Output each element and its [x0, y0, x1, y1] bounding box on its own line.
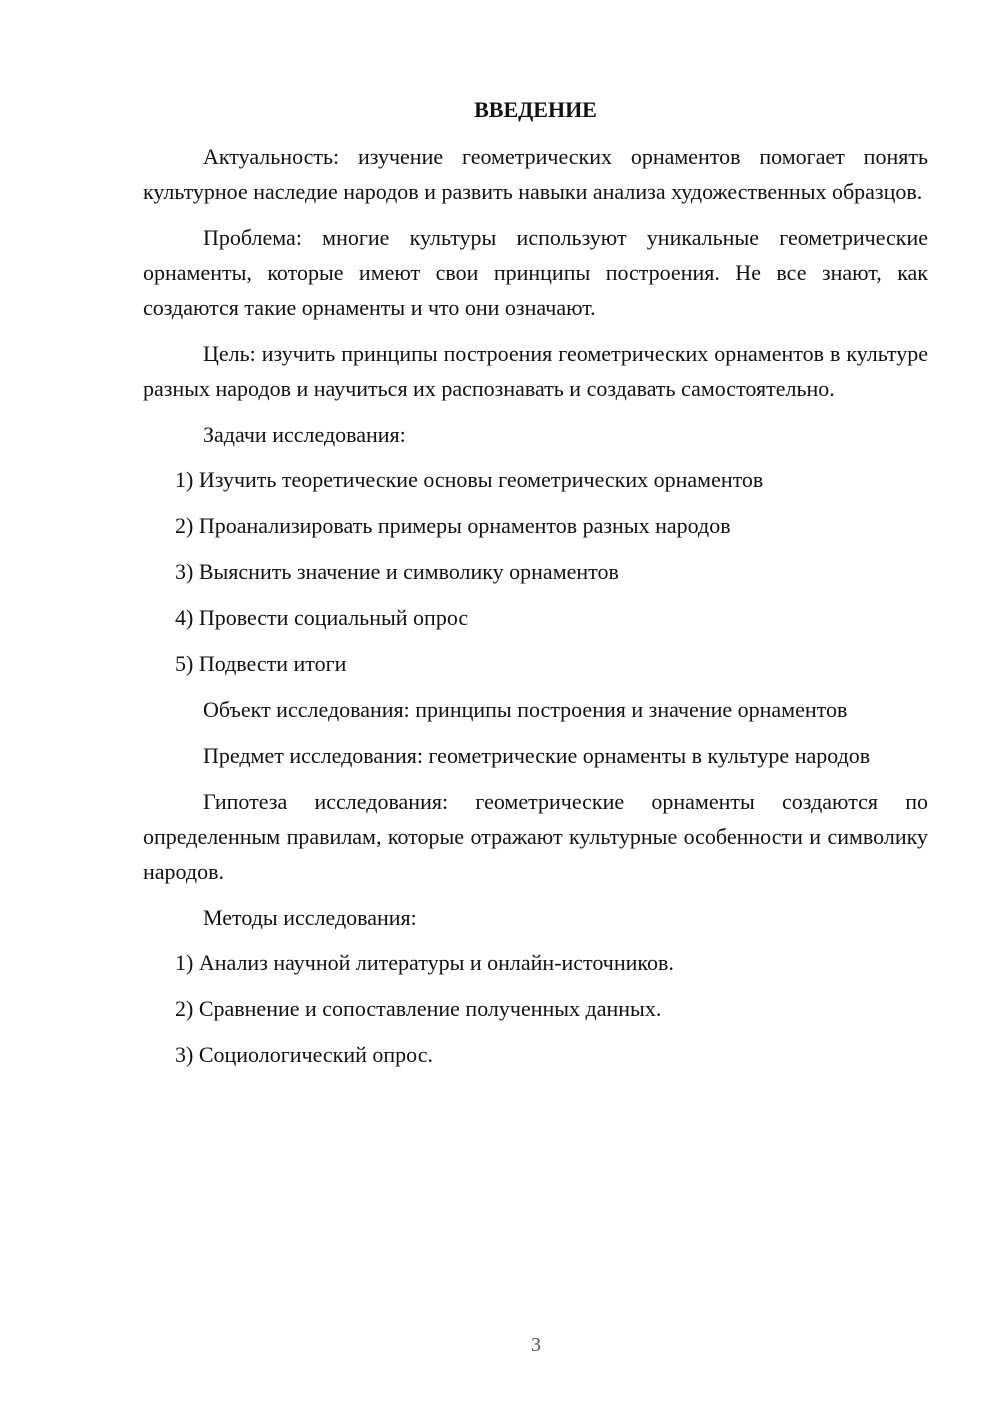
page-content — [143, 95, 928, 1083]
task-item-4: 4) Провести социальный опрос — [175, 605, 469, 630]
methods-heading: Методы исследования: — [203, 905, 417, 930]
paragraph-relevance: Актуальность: изучение геометрических орнаментов помогает понять культурное наследие народов и развить навыки анализа художественных образцов. — [143, 144, 928, 204]
methods-list — [143, 945, 928, 1072]
method-item-2: 2) Сравнение и сопоставление полученных данных. — [175, 996, 662, 1021]
method-item-3: 3) Социологический опрос. — [175, 1042, 433, 1067]
method-item-1: 1) Анализ научной литературы и онлайн-источников. — [175, 950, 674, 975]
paragraph-object: Объект исследования: принципы построения и значение орнаментов — [203, 697, 848, 722]
task-item-1: 1) Изучить теоретические основы геометрических орнаментов — [175, 467, 764, 492]
paragraph-problem: Проблема: многие культуры используют уникальные геометрические орнаменты, которые имеют свои принципы построения. Не все знают, как создаются такие орнаменты и что они означают. — [143, 225, 928, 320]
page-number: 3 — [531, 1334, 541, 1356]
tasks-list — [143, 462, 928, 681]
task-item-3: 3) Выяснить значение и символику орнаментов — [175, 559, 619, 584]
task-item-5: 5) Подвести итоги — [175, 651, 347, 676]
task-item-2: 2) Проанализировать примеры орнаментов разных народов — [175, 513, 731, 538]
paragraph-goal: Цель: изучить принципы построения геометрических орнаментов в культуре разных народов и научиться их распознавать и создавать самостоятельно. — [143, 341, 928, 401]
tasks-heading: Задачи исследования: — [203, 422, 406, 447]
paragraph-subject: Предмет исследования: геометрические орнаменты в культуре народов — [203, 743, 871, 768]
paragraph-hypothesis: Гипотеза исследования: геометрические орнаменты создаются по определенным правилам, которые отражают культурные особенности и символику народов. — [143, 789, 928, 884]
page-title: ВВЕДЕНИЕ — [474, 97, 597, 122]
